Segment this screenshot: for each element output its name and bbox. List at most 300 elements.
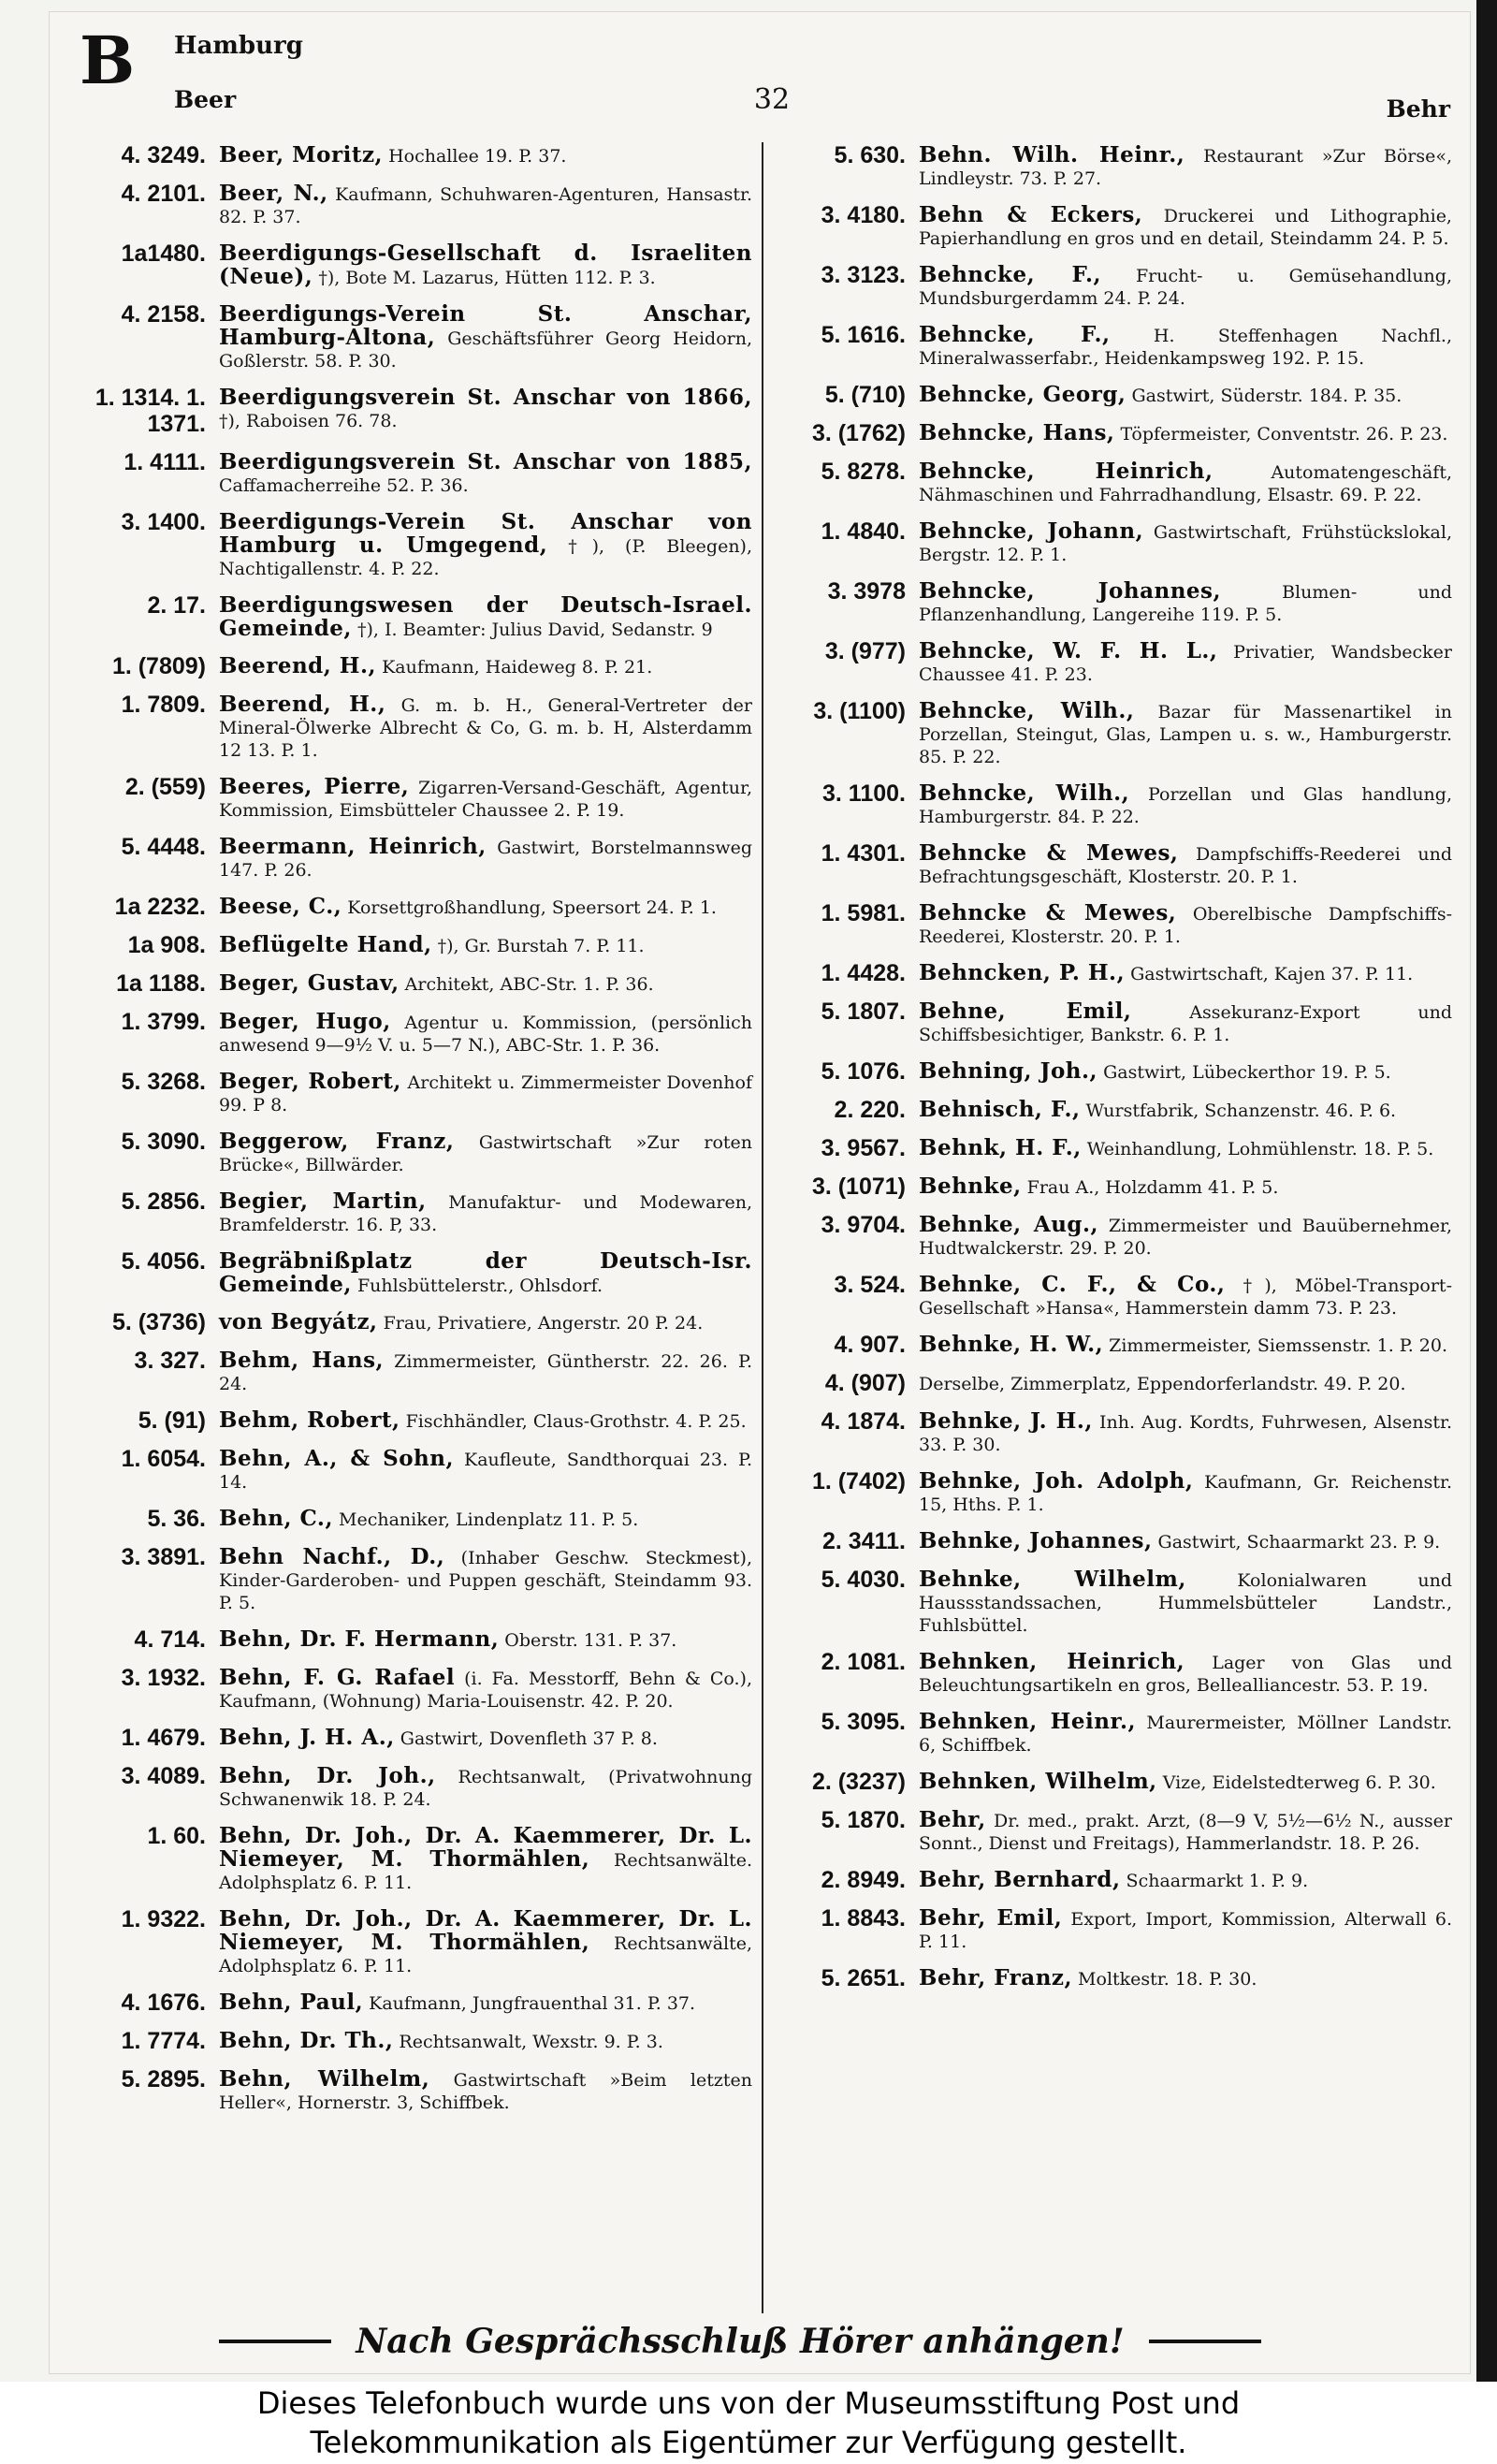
entry-text xyxy=(919,1965,1452,1990)
entry-details: †), Raboisen 76. 78. xyxy=(219,411,398,431)
subscriber-name: Behr, Franz, xyxy=(919,1965,1072,1990)
credit-notice xyxy=(0,2384,1497,2462)
directory-entry xyxy=(75,970,752,997)
entry-text xyxy=(219,653,752,678)
directory-entry xyxy=(75,509,752,580)
entry-text xyxy=(919,780,1452,828)
entry-text xyxy=(919,1332,1452,1357)
phone-number: 1. 3799. xyxy=(121,1009,206,1035)
entry-text xyxy=(219,142,752,168)
subscriber-name: Beerend, H., xyxy=(219,653,377,678)
phone-number: 4. 1874. xyxy=(821,1408,906,1435)
phone-number: 1. 4111. xyxy=(124,449,206,475)
directory-entry xyxy=(775,900,1452,948)
entry-text xyxy=(219,774,752,822)
entry-text xyxy=(219,181,752,228)
phone-number: 1a 2232. xyxy=(114,894,206,920)
entry-text xyxy=(219,1188,752,1236)
phone-number: 4. 907. xyxy=(834,1332,906,1358)
entry-text xyxy=(919,459,1452,506)
directory-entry xyxy=(75,894,752,920)
phone-number: 3. 1932. xyxy=(121,1665,206,1691)
directory-entry xyxy=(75,142,752,168)
entry-details: Caffamacherreihe 52. P. 36. xyxy=(219,475,469,496)
phone-number: 3. 3978 xyxy=(827,578,906,605)
subscriber-name: Behn. Wilh. Heinr., xyxy=(919,142,1185,168)
entry-text xyxy=(919,1370,1452,1395)
directory-entry xyxy=(775,1807,1452,1855)
entry-details: Gastwirtschaft »Zur roten Brücke«, Billwärder. xyxy=(219,1132,752,1175)
entry-text xyxy=(219,1309,752,1334)
entry-text xyxy=(219,932,752,957)
entry-text xyxy=(919,1468,1452,1516)
subscriber-name: Behncke, Johann, xyxy=(919,518,1144,544)
subscriber-name: Beflügelte Hand, xyxy=(219,932,432,957)
subscriber-name: Behnke, H. W., xyxy=(919,1332,1104,1357)
subscriber-name: Behnke, Joh. Adolph, xyxy=(919,1468,1194,1494)
entry-details: Fischhändler, Claus-Grothstr. 4. P. 25. xyxy=(405,1411,747,1432)
subscriber-name: Behn & Eckers, xyxy=(919,202,1143,227)
subscriber-name: Behr, Emil, xyxy=(919,1905,1063,1931)
subscriber-name: Beger, Gustav, xyxy=(219,970,400,996)
entry-details: Vize, Eidelstedterweg 6. P. 30. xyxy=(1162,1772,1436,1793)
phone-number: 1. 7774. xyxy=(121,2028,206,2054)
phone-number: 2. 17. xyxy=(147,592,206,619)
directory-entry xyxy=(775,459,1452,506)
entry-details: Frau A., Holzdamm 41. P. 5. xyxy=(1026,1177,1279,1198)
phone-number: 1. 4428. xyxy=(821,960,906,986)
directory-entry xyxy=(75,385,752,437)
directory-entry xyxy=(75,1248,752,1297)
phone-number: 3. (977) xyxy=(824,638,906,664)
entry-text xyxy=(919,999,1452,1046)
entry-details: Zimmermeister, Siemssenstr. 1. P. 20. xyxy=(1109,1335,1448,1356)
entry-text xyxy=(219,1665,752,1713)
phone-number: 1. 60. xyxy=(147,1823,206,1849)
entry-details: Maurermeister, Möllner Landstr. 6, Schiffbek. xyxy=(919,1713,1453,1756)
subscriber-name: Beerdigungsverein St. Anschar von 1885, xyxy=(219,449,752,474)
directory-entry xyxy=(75,1407,752,1434)
subscriber-name: Behn, Dr. Joh., xyxy=(219,1763,436,1788)
phone-number: 4. 2101. xyxy=(121,181,206,207)
entry-details: Zimmermeister und Bauübernehmer, Hudtwalckerstr. 29. P. 20. xyxy=(919,1216,1453,1259)
entry-details: Gastwirtschaft, Frühstückslokal, Bergstr. 12. P. 1. xyxy=(919,522,1452,565)
directory-entry xyxy=(75,1069,752,1116)
entry-details: †), I. Beamter: Julius David, Sedanstr. 9 xyxy=(356,620,713,640)
subscriber-name: Behn, A., & Sohn, xyxy=(219,1446,454,1471)
entry-details: Wurstfabrik, Schanzenstr. 46. P. 6. xyxy=(1085,1101,1397,1121)
directory-entry xyxy=(775,960,1452,986)
entry-details: Gastwirtschaft »Beim letzten Heller«, Hornerstr. 3, Schiffbek. xyxy=(219,2070,753,2113)
directory-entry xyxy=(75,1544,752,1614)
subscriber-name: Behnk, H. F., xyxy=(919,1135,1082,1160)
entry-details: (Inhaber Geschw. Steckmest), Kinder-Garderoben- und Puppen geschäft, Steindamm 93. P. 5. xyxy=(219,1548,752,1613)
subscriber-name: Behncke, Wilh., xyxy=(919,698,1135,723)
entry-text xyxy=(219,970,752,996)
right-guide-word: Behr xyxy=(1386,95,1450,123)
directory-entry xyxy=(775,1468,1452,1516)
directory-entry xyxy=(75,1188,752,1236)
phone-number: 2. (3237) xyxy=(811,1769,906,1795)
entry-details: Derselbe, Zimmerplatz, Eppendorferlandstr. 49. P. 20. xyxy=(919,1374,1406,1394)
phone-number: 4. 1676. xyxy=(121,1990,206,2016)
entry-details: Rechtsanwälte. Adolphsplatz 6. P. 11. xyxy=(219,1850,753,1893)
subscriber-name: Behncke, Johannes, xyxy=(919,578,1222,604)
phone-number: 5. 1807. xyxy=(821,999,906,1025)
entry-details: †), Gr. Burstah 7. P. 11. xyxy=(437,936,645,956)
directory-entry xyxy=(775,698,1452,768)
subscriber-name: Beerdigungs-Verein St. Anschar, Hamburg-Altona, xyxy=(219,301,752,350)
entry-text xyxy=(919,698,1452,768)
directory-entry xyxy=(775,382,1452,408)
entry-details: Automatengeschäft, Nähmaschinen und Fahrradhandlung, Elsastr. 69. P. 22. xyxy=(919,462,1452,505)
directory-entry xyxy=(775,1408,1452,1456)
phone-number: 1. 8843. xyxy=(821,1905,906,1932)
subscriber-name: Behn Nachf., D., xyxy=(219,1544,445,1569)
entry-details: Restaurant »Zur Börse«, Lindleystr. 73. P. 27. xyxy=(919,146,1453,189)
phone-number: 4. 3249. xyxy=(121,142,206,168)
directory-entry xyxy=(75,932,752,958)
entry-details: Inh. Aug. Kordts, Fuhrwesen, Alsenstr. 33. P. 30. xyxy=(919,1412,1452,1455)
entry-text xyxy=(219,1544,752,1614)
entry-details: Kaufmann, Gr. Reichenstr. 15, Hths. P. 1. xyxy=(919,1472,1452,1515)
directory-entry xyxy=(775,999,1452,1046)
phone-number: 1. 1314. 1. 1371. xyxy=(94,385,206,437)
subscriber-name: Behning, Joh., xyxy=(919,1058,1098,1084)
subscriber-name: Behn, Dr. Th., xyxy=(219,2028,394,2053)
entry-details: Gastwirt, Schaarmarkt 23. P. 9. xyxy=(1157,1532,1441,1553)
directory-entry xyxy=(775,1965,1452,1991)
entry-text xyxy=(919,202,1452,250)
subscriber-name: Behr, Bernhard, xyxy=(919,1867,1121,1892)
entry-details: Dr. med., prakt. Arzt, (8—9 V, 5½—6½ N., ausser Sonnt., Dienst und Freitags), Hammerlandstr. 18. P. 26. xyxy=(919,1811,1452,1854)
directory-entry xyxy=(775,420,1452,446)
entry-text xyxy=(219,1626,752,1652)
right-column xyxy=(775,142,1452,2004)
subscriber-name: von Begyátz, xyxy=(219,1309,378,1334)
phone-number: 1a 1188. xyxy=(116,970,206,997)
subscriber-name: Behncke, Wilh., xyxy=(919,780,1130,806)
entry-text xyxy=(219,894,752,919)
subscriber-name: Begier, Martin, xyxy=(219,1188,427,1214)
subscriber-name: Behnken, Heinrich, xyxy=(919,1649,1185,1674)
phone-number: 5. 630. xyxy=(834,142,906,168)
directory-entry xyxy=(775,1905,1452,1953)
subscriber-name: Beerdigungswesen der Deutsch-Israel. Gemeinde, xyxy=(219,592,752,641)
entry-details: (i. Fa. Messtorff, Behn & Co.), Kaufmann, (Wohnung) Maria-Louisenstr. 42. P. 20. xyxy=(219,1669,752,1712)
entry-text xyxy=(919,1769,1452,1794)
entry-text xyxy=(919,638,1452,686)
entry-text xyxy=(919,518,1452,566)
entry-text xyxy=(219,1725,752,1750)
entry-details: Weinhandlung, Lohmühlenstr. 18. P. 5. xyxy=(1086,1139,1434,1159)
phone-number: 3. (1100) xyxy=(813,698,906,724)
entry-text xyxy=(219,1446,752,1494)
phone-number: 1a1480. xyxy=(121,241,206,267)
directory-entry xyxy=(775,1528,1452,1554)
subscriber-name: Behncken, P. H., xyxy=(919,960,1126,985)
directory-entry xyxy=(775,1135,1452,1161)
subscriber-name: Behn, C., xyxy=(219,1506,333,1531)
subscriber-name: Behncke, Hans, xyxy=(919,420,1115,445)
phone-number: 1. (7402) xyxy=(811,1468,906,1494)
subscriber-name: Beermann, Heinrich, xyxy=(219,834,487,859)
entry-text xyxy=(919,1807,1452,1855)
phone-number: 2. 3411. xyxy=(822,1528,906,1554)
subscriber-name: Behnken, Wilhelm, xyxy=(919,1769,1157,1794)
scan-edge xyxy=(1476,0,1497,2382)
phone-number: 1. 4840. xyxy=(821,518,906,545)
subscriber-name: Behnke, xyxy=(919,1174,1022,1199)
directory-entry xyxy=(75,774,752,822)
entry-text xyxy=(919,1709,1452,1757)
directory-entry xyxy=(75,449,752,497)
subscriber-name: Behnke, Aug., xyxy=(919,1212,1099,1237)
entry-text xyxy=(219,592,752,641)
entry-text xyxy=(919,578,1452,626)
phone-number: 1. 4679. xyxy=(121,1725,206,1751)
entry-text xyxy=(219,1906,752,1977)
directory-entry xyxy=(775,1272,1452,1319)
phone-number: 5. 1870. xyxy=(821,1807,906,1833)
entry-text xyxy=(919,382,1452,407)
phone-number: 1. 4301. xyxy=(821,840,906,867)
subscriber-name: Behnke, J. H., xyxy=(919,1408,1093,1434)
entry-text xyxy=(919,1567,1452,1637)
entry-details: Rechtsanwälte, Adolphsplatz 6. P. 11. xyxy=(219,1933,753,1976)
entry-details: Kaufmann, Schuhwaren-Agenturen, Hansastr. 82. P. 37. xyxy=(219,184,752,227)
directory-entry xyxy=(75,1129,752,1176)
subscriber-name: Behnken, Heinr., xyxy=(919,1709,1137,1734)
phone-number: 5. 2651. xyxy=(821,1965,906,1991)
city-name: Hamburg xyxy=(174,32,303,60)
phone-number: 5. 3095. xyxy=(821,1709,906,1735)
subscriber-name: Beer, N., xyxy=(219,181,328,206)
subscriber-name: Behncke & Mewes, xyxy=(919,900,1177,926)
directory-entry xyxy=(775,1097,1452,1123)
entry-text xyxy=(919,1905,1452,1953)
directory-entry xyxy=(775,578,1452,626)
entry-details: Manufaktur- und Modewaren, Bramfelderstr. 16. P, 33. xyxy=(219,1192,753,1235)
entry-details: Privatier, Wandsbecker Chaussee 41. P. 23. xyxy=(919,642,1452,685)
entry-text xyxy=(219,1823,752,1894)
entry-details: Gastwirtschaft, Kajen 37. P. 11. xyxy=(1130,964,1414,984)
entry-details: Rechtsanwalt, (Privatwohnung Schwanenwik 18. P. 24. xyxy=(219,1767,752,1810)
entry-details: Gastwirt, Süderstr. 184. P. 35. xyxy=(1131,386,1403,406)
entry-text xyxy=(919,1408,1452,1456)
entry-details: Oberstr. 131. P. 37. xyxy=(504,1630,677,1651)
directory-entry xyxy=(75,834,752,882)
subscriber-name: Behncke, Heinrich, xyxy=(919,459,1214,484)
phone-number: 3. 4089. xyxy=(121,1763,206,1789)
phone-number: 3. 4180. xyxy=(821,202,906,228)
entry-text xyxy=(219,1129,752,1176)
entry-details: H. Steffenhagen Nachfl., Mineralwasserfabr., Heidenkampsweg 192. P. 15. xyxy=(919,326,1452,369)
subscriber-name: Behnke, Wilhelm, xyxy=(919,1567,1186,1592)
entry-details: Geschäftsführer Georg Heidorn, Goßlerstr. 58. P. 30. xyxy=(219,328,752,372)
phone-number: 1a 908. xyxy=(127,932,206,958)
directory-entry xyxy=(775,1769,1452,1795)
entry-details: Agentur u. Kommission, (persönlich anwesend 9—9½ V. u. 5—7 N.), ABC-Str. 1. P. 36. xyxy=(219,1013,752,1056)
directory-entry xyxy=(75,1446,752,1494)
entry-text xyxy=(219,449,752,497)
entry-details: Töpfermeister, Conventstr. 26. P. 23. xyxy=(1120,424,1448,445)
entry-text xyxy=(219,385,752,432)
subscriber-name: Behn, Dr. F. Hermann, xyxy=(219,1626,500,1652)
directory-entry xyxy=(775,202,1452,250)
entry-text xyxy=(919,1867,1452,1892)
directory-entry xyxy=(75,1823,752,1894)
phone-number: 3. (1071) xyxy=(811,1174,906,1200)
directory-entry xyxy=(775,1058,1452,1085)
subscriber-name: Behn, Paul, xyxy=(219,1990,364,2015)
directory-entry xyxy=(775,1867,1452,1893)
entry-text xyxy=(919,960,1452,985)
entry-text xyxy=(919,420,1452,445)
phone-number: 1. (7809) xyxy=(111,653,206,679)
directory-entry xyxy=(75,2066,752,2114)
phone-number: 3. 524. xyxy=(834,1272,906,1298)
phone-number: 1. 5981. xyxy=(821,900,906,926)
directory-entry xyxy=(75,1990,752,2016)
directory-entry xyxy=(775,1709,1452,1757)
subscriber-name: Beger, Hugo, xyxy=(219,1009,391,1034)
subscriber-name: Behncke & Mewes, xyxy=(919,840,1179,866)
section-letter: B xyxy=(80,22,136,99)
slogan-rule-left xyxy=(219,2340,331,2343)
entry-details: †), Bote M. Lazarus, Hütten 112. P. 3. xyxy=(318,268,656,288)
entry-text xyxy=(919,1135,1452,1160)
subscriber-name: Beer, Moritz, xyxy=(219,142,384,168)
entry-details: Architekt u. Zimmermeister Dovenhof 99. P 8. xyxy=(219,1072,752,1115)
entry-text xyxy=(919,900,1452,948)
entry-text xyxy=(219,1763,752,1811)
entry-details: Oberelbische Dampfschiffs-Reederei, Klosterstr. 20. P. 1. xyxy=(919,904,1453,947)
subscriber-name: Behn, F. G. Rafael xyxy=(219,1665,456,1690)
directory-entry xyxy=(75,1763,752,1811)
entry-text xyxy=(919,322,1452,370)
directory-entry xyxy=(775,1332,1452,1358)
subscriber-name: Behn, Dr. Joh., Dr. A. Kaemmerer, Dr. L. Niemeyer, M. Thormählen, xyxy=(219,1823,752,1872)
entry-text xyxy=(919,1528,1452,1553)
entry-details: Assekuranz-Export und Schiffsbesichtiger, Bankstr. 6. P. 1. xyxy=(919,1002,1453,1045)
subscriber-name: Beerdigungsverein St. Anschar von 1866, xyxy=(219,385,752,410)
entry-details: Frau, Privatiere, Angerstr. 20 P. 24. xyxy=(383,1313,704,1334)
subscriber-name: Behncke, Georg, xyxy=(919,382,1126,407)
directory-entry xyxy=(775,518,1452,566)
entry-text xyxy=(219,1990,752,2015)
directory-entry xyxy=(775,262,1452,310)
entry-details: Frucht- u. Gemüsehandlung, Mundsburgerdamm 24. P. 24. xyxy=(919,266,1452,309)
directory-entry xyxy=(75,653,752,679)
directory-entry xyxy=(75,1725,752,1751)
subscriber-name: Behn, J. H. A., xyxy=(219,1725,395,1750)
entry-text xyxy=(919,262,1452,310)
entry-text xyxy=(919,1649,1452,1697)
directory-entry xyxy=(775,1174,1452,1200)
phone-number: 3. 9567. xyxy=(821,1135,906,1161)
entry-text xyxy=(219,2066,752,2114)
phone-number: 4. (907) xyxy=(824,1370,906,1396)
column-divider xyxy=(762,142,763,2313)
directory-entry xyxy=(75,2028,752,2054)
subscriber-name: Behncke, F., xyxy=(919,322,1111,347)
phone-number: 1. 9322. xyxy=(121,1906,206,1932)
phone-number: 3. 1400. xyxy=(121,509,206,535)
directory-entry xyxy=(775,1567,1452,1637)
entry-details: Gastwirt, Dovenfleth 37 P. 8. xyxy=(400,1728,658,1749)
phone-number: 5. (710) xyxy=(824,382,906,408)
page-number: 32 xyxy=(753,83,791,116)
entry-text xyxy=(219,2028,752,2053)
directory-entry xyxy=(75,592,752,641)
entry-details: Kaufmann, Haideweg 8. P. 21. xyxy=(382,657,653,678)
entry-details: Bazar für Massenartikel in Porzellan, Steingut, Glas, Lampen u. s. w., Hamburgerstr. 85. P. 22. xyxy=(919,702,1452,767)
entry-text xyxy=(219,1009,752,1057)
entry-details: †), Möbel-Transport-Gesellschaft »Hansa«, Hammerstein damm 73. P. 23. xyxy=(919,1276,1452,1319)
entry-details: Dampfschiffs-Reederei und Befrachtungsgeschäft, Klosterstr. 20. P. 1. xyxy=(919,844,1452,887)
phone-number: 4. 2158. xyxy=(121,301,206,328)
phone-number: 5. 4030. xyxy=(821,1567,906,1593)
credit-line: Dieses Telefonbuch wurde uns von der Museumsstiftung Post und xyxy=(256,2385,1241,2421)
entry-details: Kaufmann, Jungfrauenthal 31. P. 37. xyxy=(369,1993,696,2014)
directory-entry xyxy=(75,301,752,372)
entry-details: Gastwirt, Lübeckerthor 19. P. 5. xyxy=(1103,1062,1391,1083)
entry-details: Kolonialwaren und Haussstandssachen, Hummelsbütteler Landstr., Fuhlsbüttel. xyxy=(919,1570,1452,1636)
phone-number: 3. 327. xyxy=(134,1348,206,1374)
directory-entry xyxy=(75,1665,752,1713)
phone-number: 5. 36. xyxy=(147,1506,206,1532)
phone-number: 3. (1762) xyxy=(811,420,906,446)
entry-text xyxy=(219,301,752,372)
directory-entry xyxy=(75,241,752,289)
entry-text xyxy=(219,1348,752,1395)
entry-details: Korsettgroßhandlung, Speersort 24. P. 1. xyxy=(347,897,717,918)
subscriber-name: Behne, Emil, xyxy=(919,999,1132,1024)
entry-details: †), (P. Bleegen), Nachtigallenstr. 4. P. 22. xyxy=(219,536,753,579)
directory-entry xyxy=(75,1626,752,1653)
entry-text xyxy=(219,834,752,882)
directory-entry xyxy=(75,1009,752,1057)
entry-details: Zimmermeister, Güntherstr. 22. 26. P. 24. xyxy=(219,1351,752,1394)
subscriber-name: Begräbnißplatz der Deutsch-Isr. Gemeinde, xyxy=(219,1248,752,1297)
directory-entry xyxy=(775,1649,1452,1697)
phone-number: 3. 3123. xyxy=(821,262,906,288)
entry-text xyxy=(219,509,752,580)
directory-entry xyxy=(775,1212,1452,1260)
entry-text xyxy=(219,1506,752,1531)
left-column xyxy=(75,142,752,2126)
phone-number: 5. 2895. xyxy=(121,2066,206,2092)
directory-entry xyxy=(775,322,1452,370)
entry-details: Rechtsanwalt, Wexstr. 9. P. 3. xyxy=(399,2032,663,2052)
directory-entry xyxy=(75,181,752,228)
phone-number: 5. 8278. xyxy=(821,459,906,485)
phone-number: 2. 1081. xyxy=(821,1649,906,1675)
directory-entry xyxy=(775,142,1452,190)
entry-text xyxy=(919,1097,1452,1122)
phone-number: 5. 2856. xyxy=(121,1188,206,1215)
phone-number: 2. (559) xyxy=(124,774,206,800)
entry-details: Hochallee 19. P. 37. xyxy=(388,146,567,167)
entry-text xyxy=(919,1058,1452,1084)
subscriber-name: Beerend, H., xyxy=(219,692,386,717)
credit-line: Telekommunikation als Eigentümer zur Verfügung gestellt. xyxy=(310,2425,1187,2460)
entry-details: Druckerei und Lithographie, Papierhandlung en gros und en detail, Steindamm 24. P. 5. xyxy=(919,206,1452,249)
entry-text xyxy=(219,241,752,289)
phone-number: 5. (3736) xyxy=(111,1309,206,1335)
entry-text xyxy=(219,1069,752,1116)
